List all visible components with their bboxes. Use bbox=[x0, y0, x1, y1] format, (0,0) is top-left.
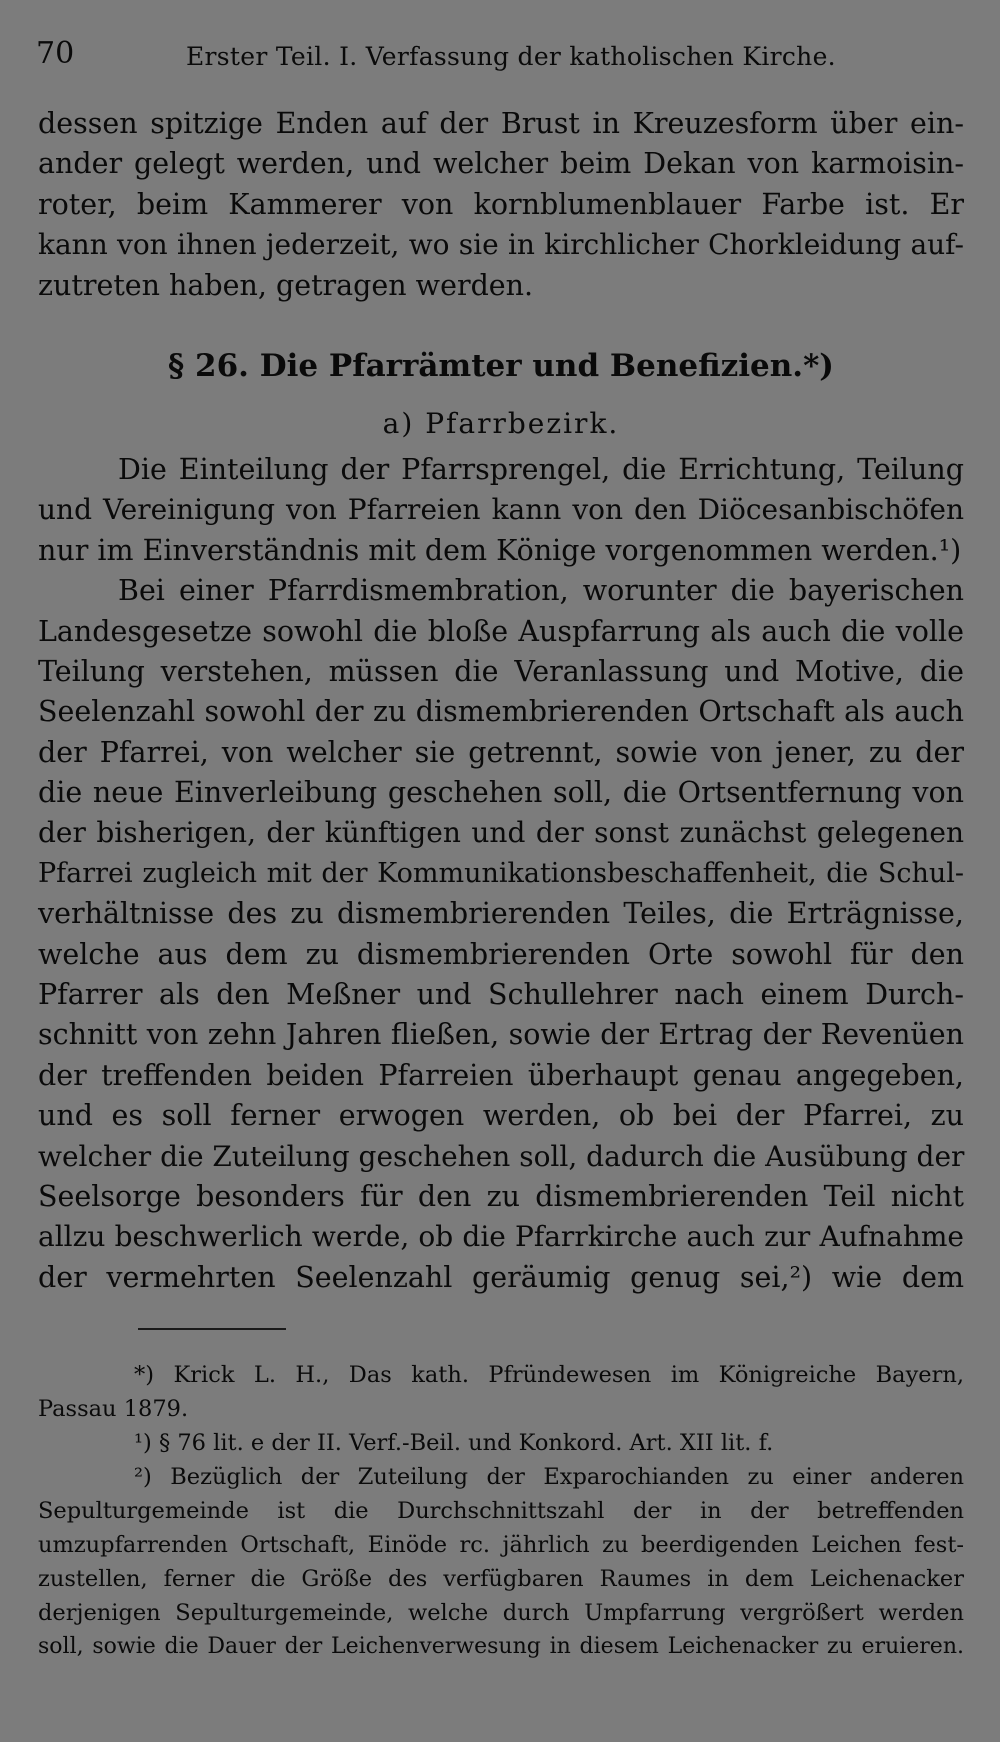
text-line: dessen spitzige Enden auf der Brust in Kreuzesform über ein- bbox=[38, 107, 964, 140]
text-line: und es soll ferner erwogen werden, ob bei der Pfarrei, zu bbox=[38, 1099, 964, 1133]
running-title: Erster Teil. I. Verfassung der katholischen Kirche. bbox=[186, 42, 836, 71]
paragraph-1 bbox=[38, 450, 964, 571]
text-line: Pfarrei zugleich mit der Kommunikationsbeschaffenheit, die Schul- bbox=[38, 857, 964, 889]
footnote-line: *) Krick L. H., Das kath. Pfründewesen im Königreiche Bayern, bbox=[134, 1362, 964, 1389]
text-line: Die Einteilung der Pfarrsprengel, die Errichtung, Teilung bbox=[118, 452, 964, 486]
paragraph-2 bbox=[38, 571, 964, 1298]
text-line: roter, beim Kammerer von kornblumenblauer Farbe ist. Er bbox=[38, 187, 964, 221]
footnote-line: soll, sowie die Dauer der Leichenverwesung in diesem Leichenacker zu eruieren. bbox=[38, 1634, 964, 1660]
footnote-line: zustellen, ferner die Größe des verfügbaren Raumes in dem Leichenacker bbox=[38, 1566, 964, 1593]
footnote-divider bbox=[138, 1328, 286, 1330]
subheading: a) Pfarrbezirk. bbox=[382, 406, 620, 440]
text-line: und Vereinigung von Pfarreien kann von den Diöcesanbischöfen bbox=[38, 493, 964, 527]
text-line: verhältnisse des zu dismembrierenden Teiles, die Erträgnisse, bbox=[38, 897, 964, 931]
footnote-line: Passau 1879. bbox=[38, 1396, 189, 1423]
text-line: Landesgesetze sowohl die bloße Auspfarrung als auch die volle bbox=[38, 614, 964, 648]
text-line: der treffenden beiden Pfarreien überhaupt genau angegeben, bbox=[38, 1058, 964, 1092]
text-line: der bisherigen, der künftigen und der sonst zunächst gelegenen bbox=[38, 816, 964, 850]
text-line: Pfarrer als den Meßner und Schullehrer nach einem Durch- bbox=[38, 978, 964, 1012]
text-line: die neue Einverleibung geschehen soll, die Ortsentfernung von bbox=[38, 776, 964, 810]
text-line: Seelsorge besonders für den zu dismembrierenden Teil nicht bbox=[38, 1179, 964, 1213]
text-line: Seelenzahl sowohl der zu dismembrierenden Ortschaft als auch bbox=[38, 695, 964, 729]
text-line: der Pfarrei, von welcher sie getrennt, sowie von jener, zu der bbox=[38, 735, 964, 769]
footnote-line: umzupfarrenden Ortschaft, Einöde rc. jährlich zu beerdigenden Leichen fest- bbox=[38, 1532, 964, 1559]
page-header bbox=[36, 36, 964, 80]
text-line: Teilung verstehen, müssen die Veranlassung und Motive, die bbox=[38, 654, 964, 688]
text-line: der vermehrten Seelenzahl geräumig genug sei,²) wie dem bbox=[38, 1260, 964, 1294]
text-line: welcher die Zuteilung geschehen soll, dadurch die Ausübung der bbox=[38, 1139, 965, 1173]
footnote-line: Sepulturgemeinde ist die Durchschnittszahl der in der betreffenden bbox=[38, 1498, 964, 1525]
text-line: welche aus dem zu dismembrierenden Orte sowohl für den bbox=[38, 937, 964, 971]
page-number: 70 bbox=[36, 36, 75, 71]
text-line: allzu beschwerlich werde, ob die Pfarrkirche auch zur Aufnahme bbox=[38, 1220, 964, 1254]
text-line: schnitt von zehn Jahren fließen, sowie der Ertrag der Revenüen bbox=[38, 1018, 964, 1052]
text-line: nur im Einverständnis mit dem Könige vorgenommen werden.¹) bbox=[38, 533, 962, 567]
page-body bbox=[38, 104, 964, 1664]
footnote-line: ²) Bezüglich der Zuteilung der Exparochianden zu einer anderen bbox=[134, 1464, 964, 1491]
text-line: zutreten haben, getragen werden. bbox=[38, 268, 534, 302]
text-line: kann von ihnen jederzeit, wo sie in kirchlicher Chorkleidung auf- bbox=[38, 228, 964, 262]
section-heading: § 26. Die Pfarrämter und Benefizien.*) bbox=[168, 347, 834, 384]
intro-paragraph bbox=[38, 104, 964, 306]
footnote-line: ¹) § 76 lit. e der II. Verf.-Beil. und Konkord. Art. XII lit. f. bbox=[134, 1430, 774, 1457]
footnote-line: derjenigen Sepulturgemeinde, welche durch Umpfarrung vergrößert werden bbox=[38, 1600, 964, 1627]
footnotes bbox=[38, 1358, 964, 1664]
text-line: ander gelegt werden, und welcher beim Dekan von karmoisin- bbox=[38, 147, 964, 181]
text-line: Bei einer Pfarrdismembration, worunter die bayerischen bbox=[118, 574, 964, 608]
